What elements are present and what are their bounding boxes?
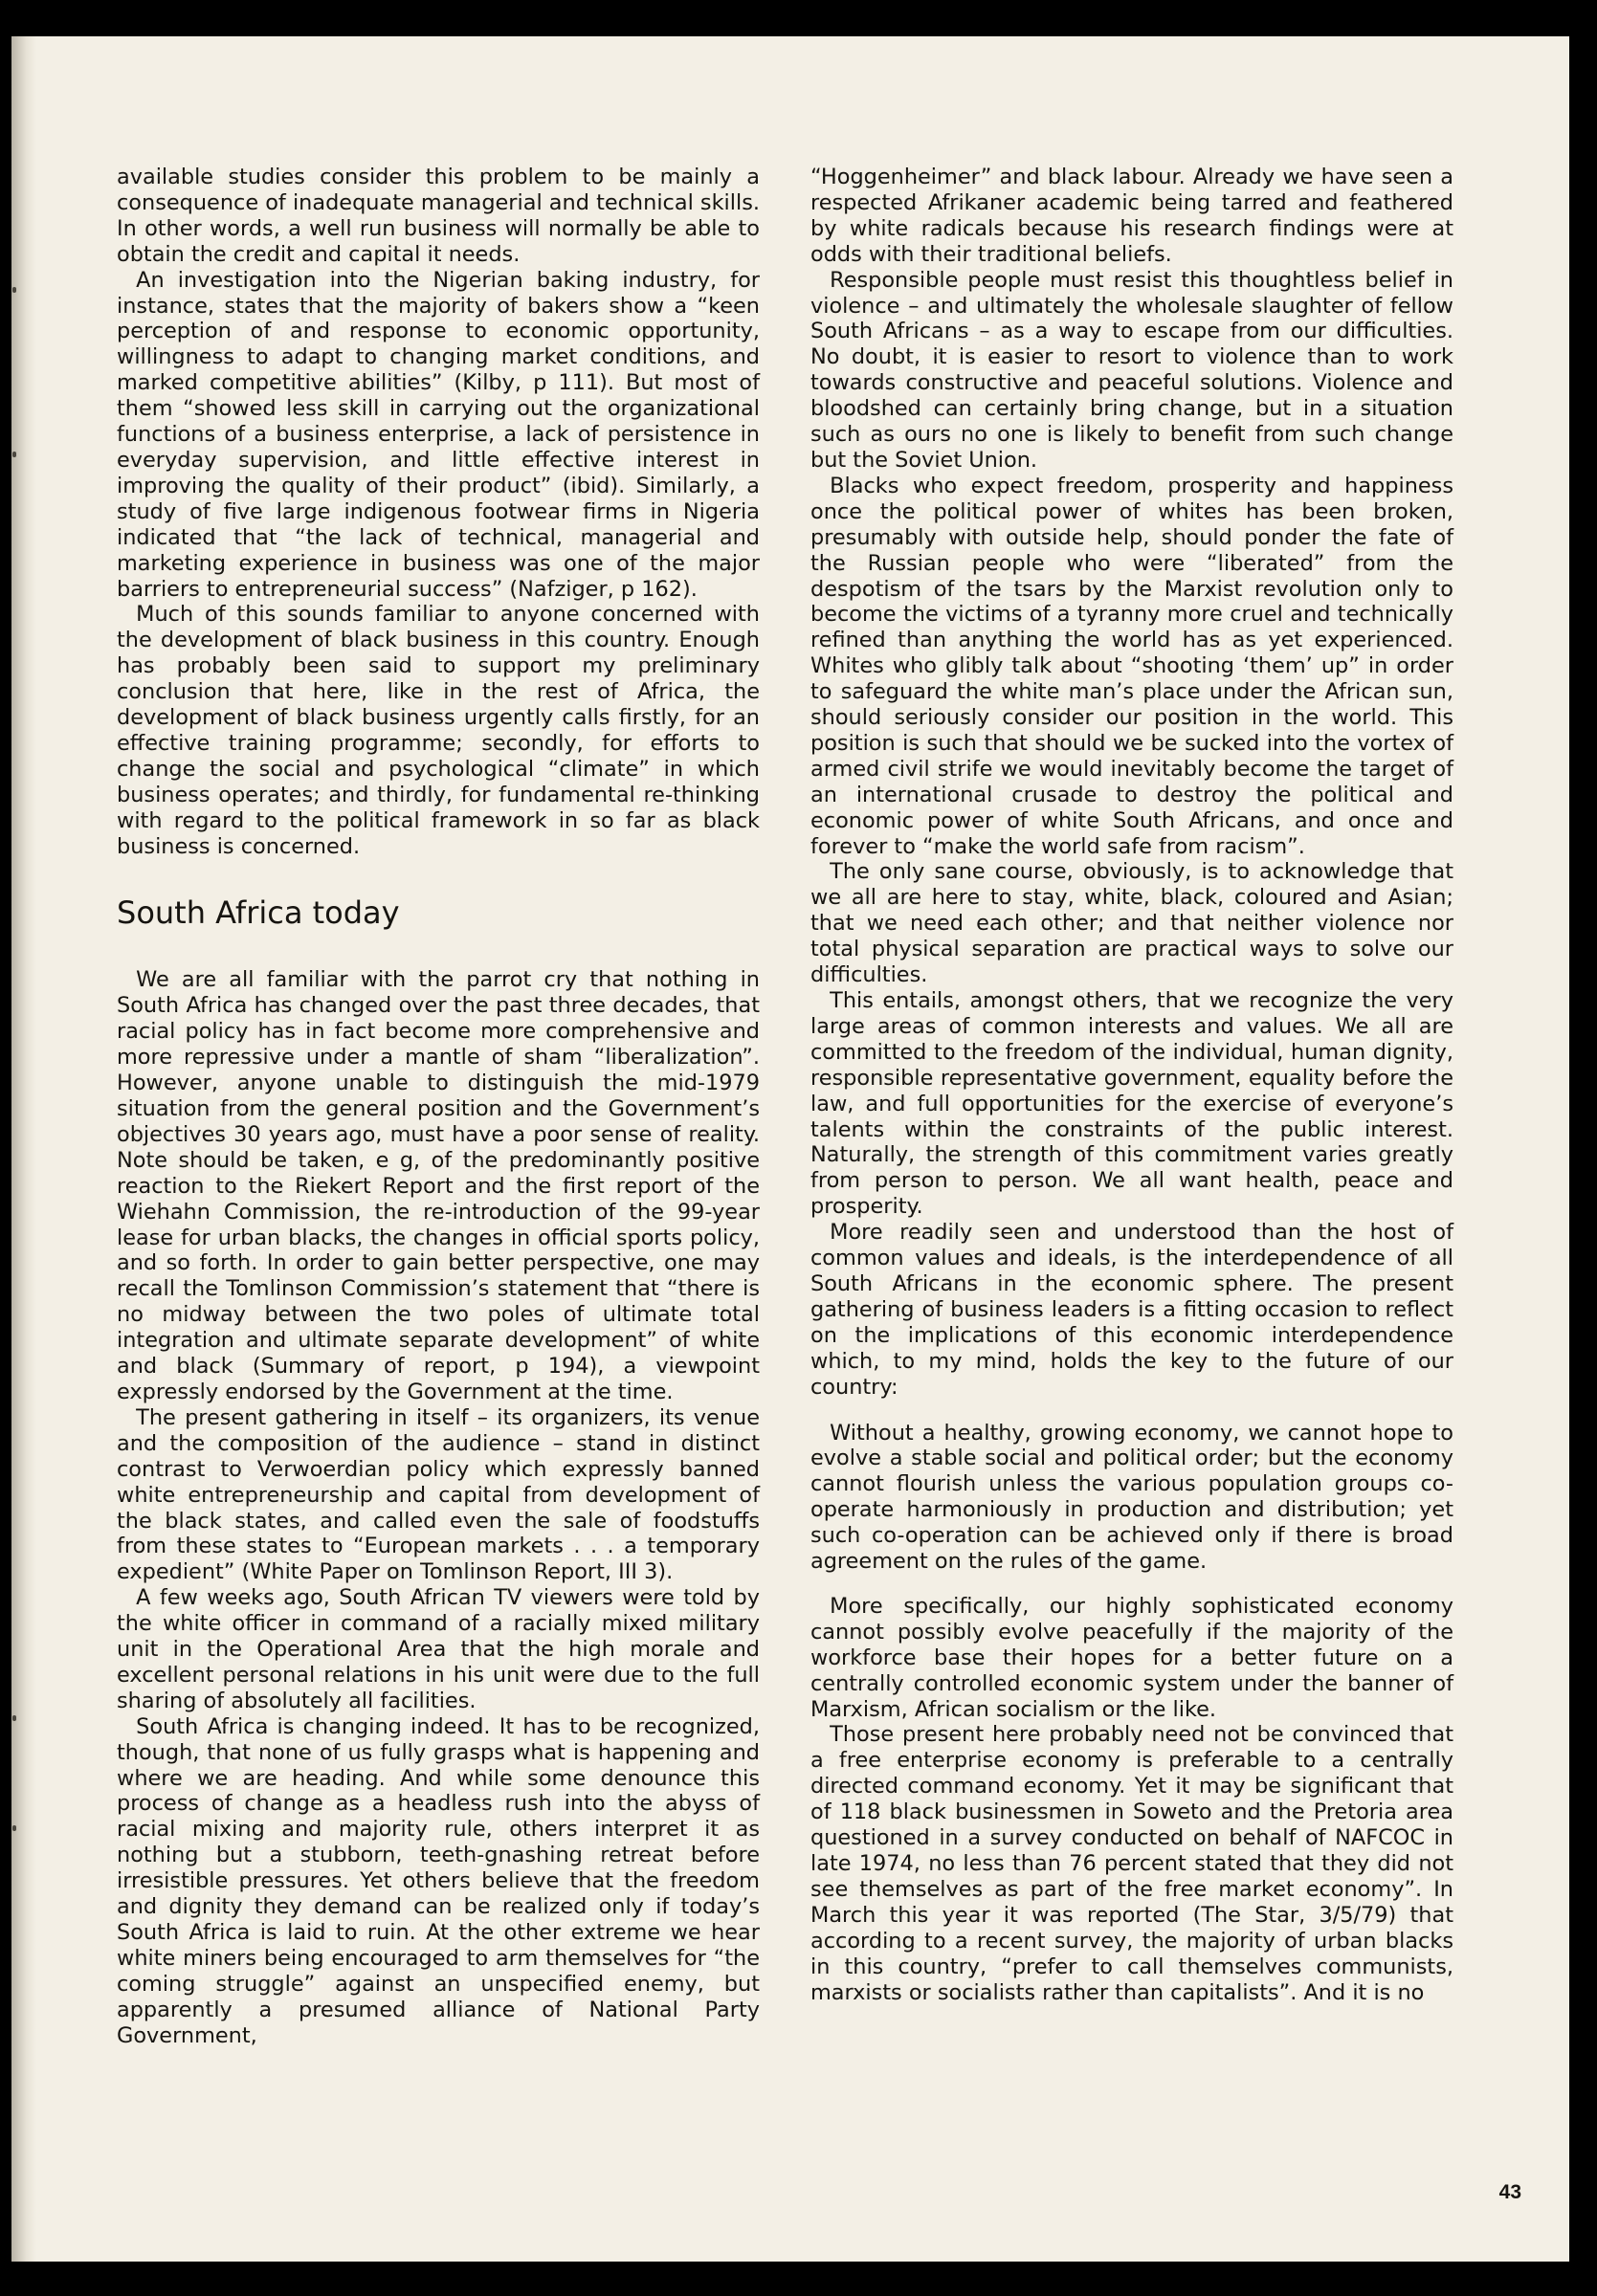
paragraph: “Hoggenheimer” and black labour. Already we have seen a respected Afrikaner academic being tarred and feathered by white radicals because his research findings were at odds with their traditional beliefs. [810, 165, 1453, 267]
block-quote: Without a healthy, growing economy, we cannot hope to evolve a stable social and political order; but the economy cannot flourish unless the various population groups co-operate harmoniously in production and distribution; yet such co-operation can be achieved only if there is broad agreement on the rules of the game. [810, 1420, 1453, 1575]
paragraph: The present gathering in itself – its organizers, its venue and the composition of the audience – stand in distinct contrast to Verwoerdian policy which expressly banned white entrepreneurship and capital from development of the black states, and called even the sale of foodstuffs from these states to “European markets . . . a temporary expedient” (White Paper on Tomlinson Report, III 3). [117, 1404, 760, 1585]
paragraph: More specifically, our highly sophisticated economy cannot possibly evolve peacefully if the majority of the workforce base their hopes for a better future on a centrally controlled economic system under the banner of Marxism, African socialism or the like. [810, 1593, 1453, 1722]
paragraph: The only sane course, obviously, is to acknowledge that we all are here to stay, white, black, coloured and Asian; that we need each other; and that neither violence nor total physical separation are practical ways to solve our difficulties. [810, 859, 1453, 988]
paragraph: An investigation into the Nigerian baking industry, for instance, states that the majority of bakers show a “keen perception of and response to economic opportunity, willingness to adapt to changing market conditions, and marked competitive abilities” (Kilby, p 111). But most of them “showed less skill in carrying out the organizational functions of a business enterprise, a lack of persistence in everyday supervision, and little effective interest in improving the quality of their product” (ibid). Similarly, a study of five large indigenous footwear firms in Nigeria indicated that “the lack of technical, managerial and marketing experience in business was one of the major barriers to entrepreneurial success” (Nafziger, p 162). [117, 267, 760, 602]
paragraph: Blacks who expect freedom, prosperity and happiness once the political power of whites has been broken, presumably with outside help, should ponder the fate of the Russian people who were “liberated” from the despotism of the tsars by the Marxist revolution only to become the victims of a tyranny more cruel and technically refined than anything the world has as yet experienced. Whites who glibly talk about “shooting ‘them’ up” in order to safeguard the white man’s place under the African sun, should seriously consider our position in the world. This position is such that should we be sucked into the vortex of armed civil strife we would inevitably become the target of an international crusade to destroy the political and economic power of white South Africans, and once and forever to “make the world safe from racism”. [810, 473, 1453, 859]
margin-mark [12, 287, 16, 293]
paragraph: South Africa is changing indeed. It has to be recognized, though, that none of us fully grasps what is happening and where we are heading. And while some denounce this process of change as a headless rush into the abyss of racial mixing and majority rule, others interpret it as nothing but a stubborn, teeth-gnashing retreat before irresistible pressures. Yet others believe that the freedom and dignity they demand can be realized only if today’s South Africa is laid to ruin. At the other extreme we hear white miners being encouraged to arm themselves for “the coming struggle” against an unspecified enemy, but apparently a presumed alliance of National Party Government, [117, 1713, 760, 2048]
margin-mark [12, 1825, 16, 1831]
section-heading: South Africa today [117, 894, 400, 932]
paragraph: Responsible people must resist this thoughtless belief in violence – and ultimately the wholesale slaughter of fellow South Africans – as a way to escape from our difficulties. No doubt, it is easier to resort to violence than to work towards constructive and peaceful solutions. Violence and bloodshed can certainly bring change, but in a situation such as ours no one is likely to benefit from such change but the Soviet Union. [810, 267, 1453, 473]
binding-shadow [11, 36, 36, 2262]
document-page [11, 36, 1569, 2262]
paragraph: available studies consider this problem to be mainly a consequence of inadequate managerial and technical skills. In other words, a well run business will normally be able to obtain the credit and capital it needs. [117, 165, 760, 267]
page-number: 43 [1498, 2181, 1521, 2203]
paragraph: Those present here probably need not be convinced that a free enterprise economy is preferable to a centrally directed command economy. Yet it may be significant that of 118 black businessmen in Soweto and the Pretoria area questioned in a survey conducted on behalf of NAFCOC in late 1974, no less than 76 percent stated that they did not see themselves as part of the free market economy”. In March this year it was reported (The Star, 3/5/79) that according to a recent survey, the majority of urban blacks in this country, “prefer to call themselves communists, marxists or socialists rather than capitalists”. And it is no [810, 1722, 1453, 2005]
left-column [117, 165, 760, 2049]
paragraph: We are all familiar with the parrot cry that nothing in South Africa has changed over the past three decades, that racial policy has in fact become more comprehensive and more repressive under a mantle of sham “liberalization”. However, anyone unable to distinguish the mid-1979 situation from the general position and the Government’s objectives 30 years ago, must have a poor sense of reality. Note should be taken, e g, of the predominantly positive reaction to the Riekert Report and the first report of the Wiehahn Commission, the re-introduction of the 99-year lease for urban blacks, the changes in official sports policy, and so forth. In order to gain better perspective, one may recall the Tomlinson Commission’s statement that “there is no midway between the two poles of ultimate total integration and ultimate separate development” of white and black (Summary of report, p 194), a viewpoint expressly endorsed by the Government at the time. [117, 967, 760, 1404]
right-column [810, 165, 1453, 2005]
paragraph: This entails, amongst others, that we recognize the very large areas of common interests and values. We all are committed to the freedom of the individual, human dignity, responsible representative government, equality before the law, and full opportunities for the exercise of everyone’s talents within the constraints of the public interest. Naturally, the strength of this commitment varies greatly from person to person. We all want health, peace and prosperity. [810, 988, 1453, 1220]
paragraph: More readily seen and understood than the host of common values and ideals, is the interdependence of all South Africans in the economic sphere. The present gathering of business leaders is a fitting occasion to reflect on the implications of this economic interdependence which, to my mind, holds the key to the future of our country: [810, 1220, 1453, 1400]
margin-mark [12, 452, 16, 457]
paragraph: Much of this sounds familiar to anyone concerned with the development of black business in this country. Enough has probably been said to support my preliminary conclusion that here, like in the rest of Africa, the development of black business urgently calls firstly, for an effective training programme; secondly, for efforts to change the social and psychological “climate” in which business operates; and thirdly, for fundamental re-thinking with regard to the political framework in so far as black business is concerned. [117, 602, 760, 859]
paragraph: A few weeks ago, South African TV viewers were told by the white officer in command of a racially mixed military unit in the Operational Area that the high morale and excellent personal relations in his unit were due to the full sharing of absolutely all facilities. [117, 1585, 760, 1713]
margin-mark [12, 1715, 16, 1721]
